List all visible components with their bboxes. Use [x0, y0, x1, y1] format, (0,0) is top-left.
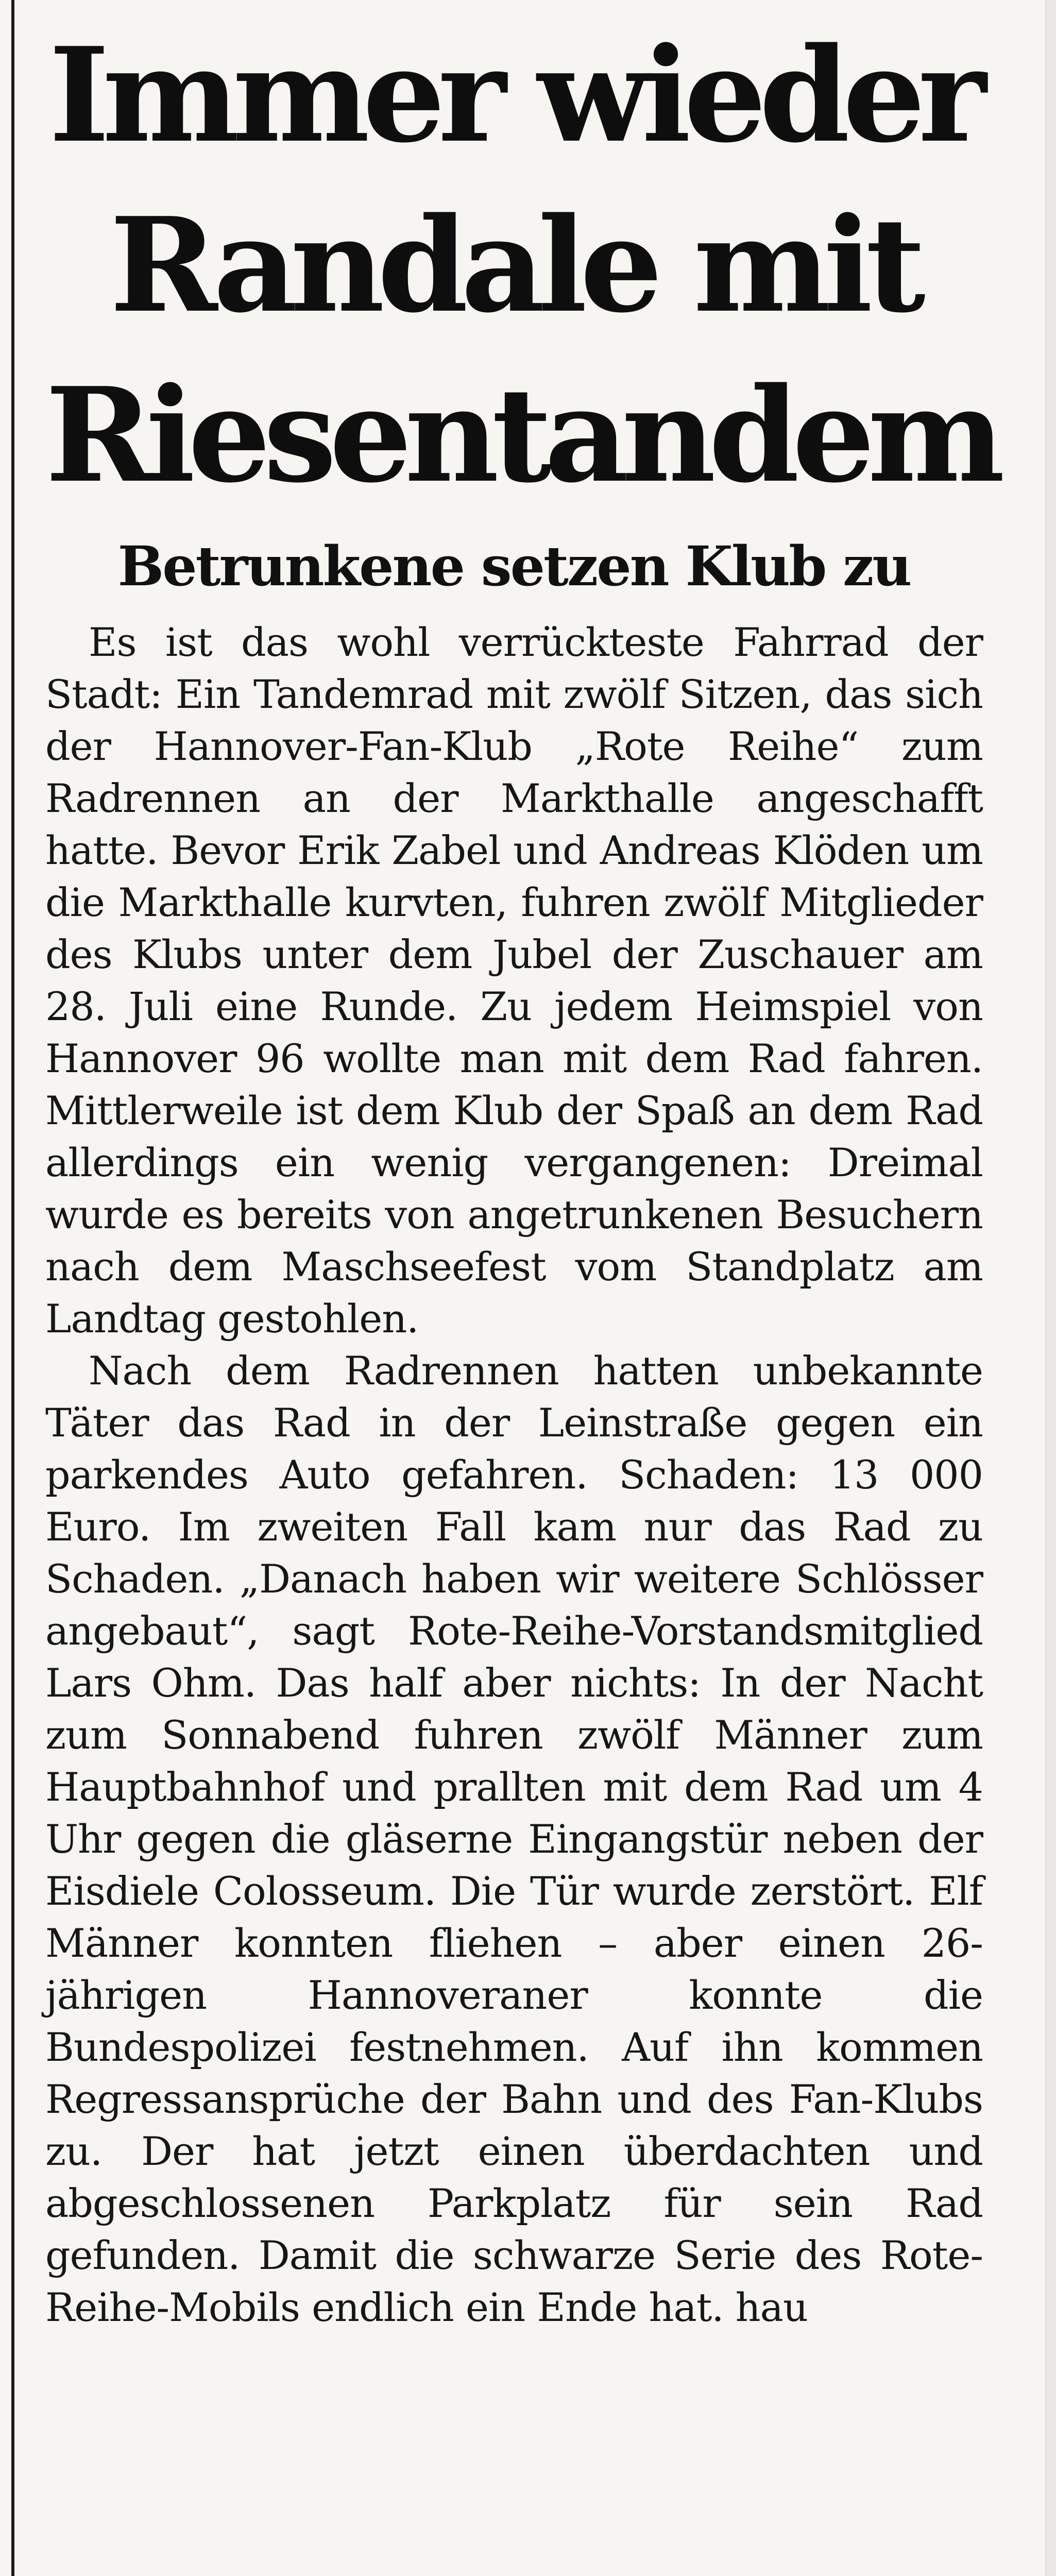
article-paragraph-1: Es ist das wohl verrückteste Fahrrad der Stadt: Ein Tandemrad mit zwölf Sitzen, das sich der Hannover-Fan-Klub „Rote Reihe“ zum Radrennen an der Markthalle angeschafft hatte. Bevor Erik Zabel und Andreas Klöden um die Markthalle kurvten, fuhren zwölf Mitglieder des Klubs unter dem Jubel der Zuschauer am 28. Juli eine Runde. Zu jedem Heimspiel von Hannover 96 wollte man mit dem Rad fahren. Mittlerweile ist dem Klub der Spaß an dem Rad allerdings ein wenig vergangenen: Dreimal wurde es bereits von angetrunkenen Besuchern nach dem Maschseefest vom Standplatz am Landtag gestohlen.: [45, 619, 983, 1342]
article-paragraph-2: Nach dem Radrennen hatten unbekannte Täter das Rad in der Leinstraße gegen ein parkendes Auto gefahren. Schaden: 13 000 Euro. Im zweiten Fall kam nur das Rad zu Schaden. „Danach haben wir weitere Schlösser angebaut“, sagt Rote-Reihe-Vorstandsmitglied Lars Ohm. Das half aber nichts: In der Nacht zum Sonnabend fuhren zwölf Männer zum Hauptbahnhof und prallten mit dem Rad um 4 Uhr gegen die gläserne Eingangstür neben der Eisdiele Colosseum. Die Tür wurde zerstört. Elf Männer konnten fliehen – aber einen 26-jährigen Hannoveraner konnte die Bundespolizei festnehmen. Auf ihn kommen Regressansprüche der Bahn und des Fan-Klubs zu. Der hat jetzt einen überdachten und abgeschlossenen Parkplatz für sein Rad gefunden. Damit die schwarze Serie des Rote-Reihe-Mobils endlich ein Ende hat. hau: [45, 1348, 983, 2330]
article: [45, 10, 998, 2333]
column-rule-left: [11, 0, 14, 2576]
page-edge-right: [1045, 0, 1056, 2576]
headline: Immer wieder Randale mit Riesentandem: [45, 19, 998, 512]
subheadline: Betrunkene setzen Klub zu: [117, 534, 911, 598]
article-body: [45, 616, 983, 2333]
